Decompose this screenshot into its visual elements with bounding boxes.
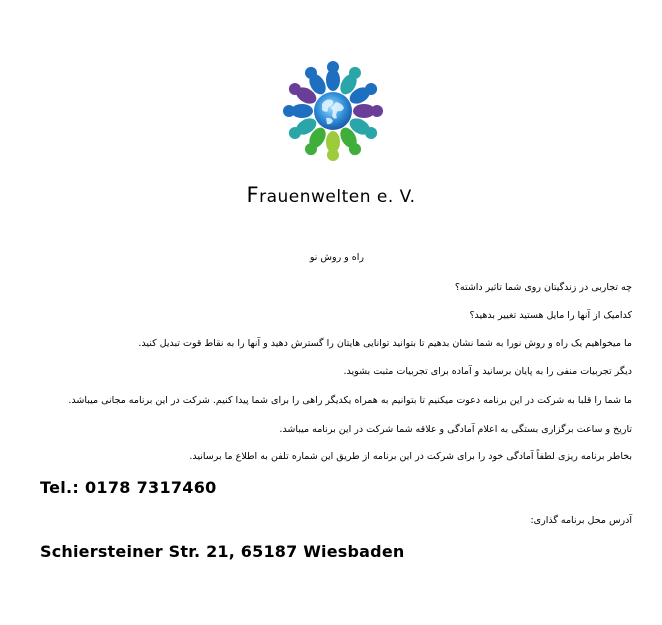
text-line-3: ما میخواهیم یک راه و روش نورا به شما نشان بدهیم تا بتوانید توانایی هایتان را گسترش دهید و آنها را به نقاط قوت تبدیل کنید. (138, 338, 632, 349)
organization-name (0, 183, 662, 207)
text-line-7: بخاطر برنامه ریزی لطفاً آمادگی خود را برای شرکت در این برنامه از طریق این شماره تلفن به اطلاع ما برسانید. (189, 451, 632, 462)
telephone-number: Tel.: 0178 7317460 (40, 478, 217, 497)
organization-name-initial: F (246, 183, 260, 207)
text-line-5: ما شما را قلبا به شرکت در این برنامه دعوت میکنیم تا بتوانیم به همراه یکدیگر راهی را برای شما پیدا کنیم. شرکت در این برنامه مجانی میباشد. (68, 395, 632, 406)
organization-name-rest: rauenwelten e. V. (259, 187, 416, 207)
people-globe-logo-icon (280, 58, 386, 164)
address: Schiersteiner Str. 21, 65187 Wiesbaden (40, 542, 405, 561)
person-body-icon (353, 104, 375, 118)
person-body-icon (326, 131, 340, 153)
text-line-2: کدامیک از آنها را مایل هستید تغییر بدهید؟ (469, 310, 632, 321)
subtitle: راه و روش نو (309, 252, 364, 263)
text-line-4: دیگر تجربیات منفی را به پایان برسانید و آماده برای تجربیات مثبت بشوید. (343, 366, 632, 377)
text-line-6: تاریخ و ساعت برگزاری بستگی به اعلام آمادگی و علاقه شما شرکت در این برنامه میباشد. (279, 424, 632, 435)
person-body-icon (326, 69, 340, 91)
address-label: آدرس محل برنامه گذاری: (530, 515, 632, 526)
logo (280, 58, 386, 164)
person-body-icon (291, 104, 313, 118)
text-line-1: چه تجاربی در زندگیتان روی شما تاثیر داشته؟ (454, 282, 632, 293)
